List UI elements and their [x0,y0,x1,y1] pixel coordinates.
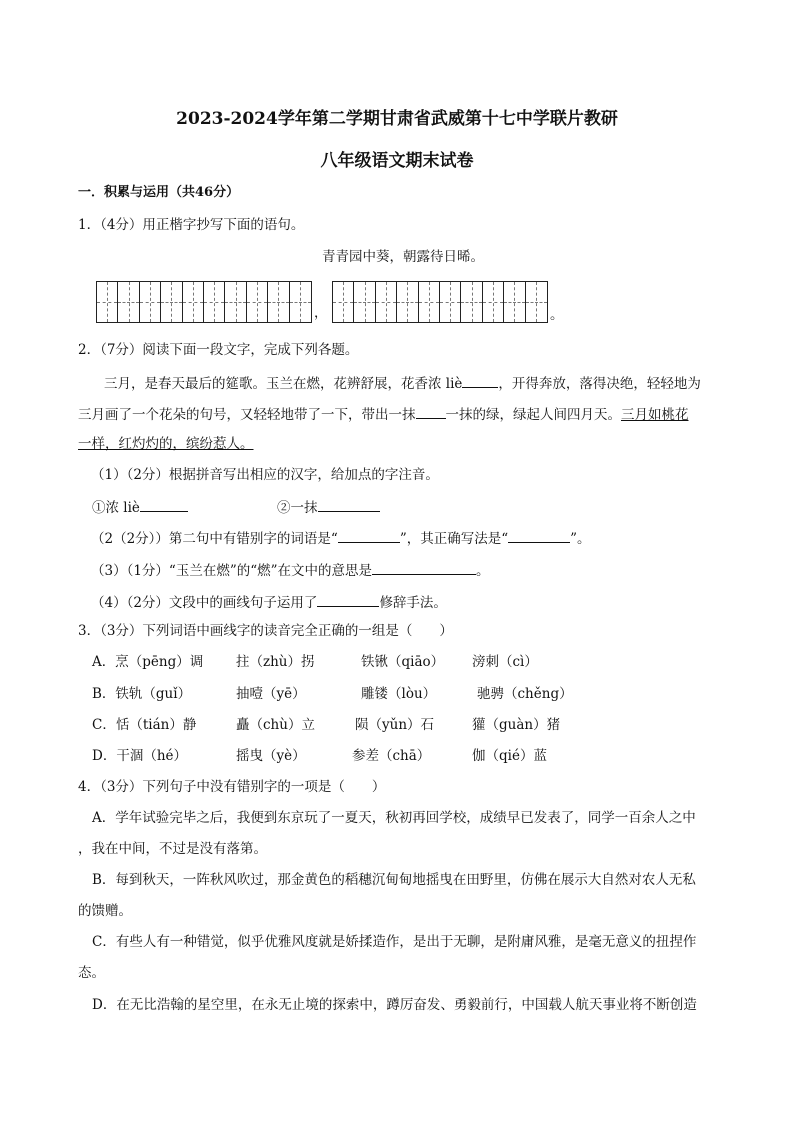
underlined-sentence-cont: 一样，红灼灼的，缤纷惹人。 [78,436,254,452]
answer-blank[interactable] [416,404,446,419]
passage-text: 三月，是春天最后的筵歌。玉兰在燃，花辨舒展，花香浓 liè [104,376,463,392]
grid-cell [419,282,440,322]
grid-comma: ， [314,305,328,321]
sub2-text: （2（2分））第二句中有错别字的词语是“ [91,531,338,547]
sub2-text: ”。 [570,531,591,547]
item-label: ②一抹 [277,500,318,516]
q3-option-a-2: 拄（zhù）拐 [236,654,315,670]
sub4-text: 修辞手法。 [379,595,447,611]
q2-sub1: （1）（2分）根据拼音写出相应的汉字，给加点的字注音。 [91,467,439,483]
q2-sub3 [91,560,490,580]
exam-title-line1: 2023-2024学年第二学期甘肃省武威第十七中学联片教研 [176,109,618,129]
q3-option-d-1[interactable]: D．干涸（hé） [92,748,188,764]
q2-sub1-item2 [277,497,380,517]
answer-blank[interactable] [462,373,498,388]
q1-sentence: 青青园中葵，朝露待日晞。 [322,249,484,265]
grid-cell [461,282,482,322]
q2-sub2 [91,528,591,548]
q3-option-a-1[interactable]: A．烹（pēng）调 [92,654,204,670]
q2-sub4 [91,592,447,612]
q4-option-a-cont: ，我在中间，不过是没有落第。 [78,841,267,857]
q2-passage-line2 [78,404,689,424]
grid-cell [290,282,311,322]
grid-cell [440,282,461,322]
grid-period: 。 [550,307,564,323]
q3-option-d-2: 摇曳（yè） [236,748,306,764]
q2-stem: 2．（7分）阅读下面一段文字，完成下列各题。 [78,342,359,358]
writing-grid-left[interactable] [96,281,312,323]
grid-cell [140,282,161,322]
q2-passage-line1 [104,373,701,393]
grid-cell [333,282,354,322]
writing-grid-right[interactable] [332,281,548,323]
grid-cell [268,282,289,322]
answer-blank[interactable] [318,497,380,512]
q4-option-b-cont: 的馈赠。 [78,903,132,919]
passage-text: 三月画了一个花朵的句号，又轻轻地带了一下，带出一抹 [78,407,416,423]
section-heading: 一．积累与运用（共46分） [78,185,240,200]
q4-option-d[interactable]: D．在无比浩翰的星空里，在永无止境的探索中，蹲厉奋发、勇毅前行，中国载人航天事业将不断创造 [92,997,697,1013]
q3-option-d-3: 参差（chā） [352,748,431,764]
passage-text: 一抹的绿，绿起人间四月天。 [445,407,621,423]
answer-blank[interactable] [508,528,570,543]
grid-cell [354,282,375,322]
q4-option-c[interactable]: C．有些人有一种错觉，似乎优雅风度就是娇揉造作，是出于无聊，是附庸风雅，是毫无意义的扭捏作 [92,934,697,950]
sub2-text: ”，其正确写法是“ [399,531,509,547]
answer-blank[interactable] [140,497,188,512]
grid-cell [504,282,525,322]
grid-cell [161,282,182,322]
sub3-text: （3）（1分）“玉兰在燃”的“燃”在文中的意思是 [91,563,373,579]
q3-option-b-4: 驰骋（chěng） [477,686,573,702]
q4-option-a[interactable]: A．学年试验完毕之后，我便到东京玩了一夏天，秋初再回学校，成绩早已发表了，同学一百余人之中 [92,810,696,826]
answer-blank[interactable] [317,592,379,607]
q3-option-c-4: 獾（guàn）猪 [472,717,561,733]
q3-option-b-1[interactable]: B．铁轨（guǐ） [92,686,192,702]
item-label: ①浓 liè [92,500,140,516]
passage-text: ，开得奔放，落得决绝，轻轻地为 [498,376,701,392]
q1-stem: 1．（4分）用正楷字抄写下面的语句。 [78,217,305,233]
sub3-text: 。 [476,563,490,579]
q4-option-c-cont: 态。 [78,965,105,981]
grid-cell [483,282,504,322]
grid-cell [397,282,418,322]
grid-cell [183,282,204,322]
grid-cell [97,282,118,322]
answer-blank[interactable] [372,560,476,575]
q3-option-c-1[interactable]: C．恬（tián）静 [92,717,197,733]
q3-stem: 3．（3分）下列词语中画线字的读音完全正确的一组是（ ） [78,623,453,639]
q3-option-a-3: 铁锹（qiāo） [361,654,445,670]
grid-cell [526,282,547,322]
q3-option-c-2: 矗（chù）立 [236,717,315,733]
q3-option-b-2: 抽噎（yē） [236,686,306,702]
grid-cell [376,282,397,322]
q3-option-c-3: 陨（yǔn）石 [355,717,435,733]
grid-cell [225,282,246,322]
underlined-sentence: 三月如桃花 [621,407,689,423]
answer-blank[interactable] [338,528,400,543]
q2-sub1-item1 [92,497,188,517]
q3-option-a-4: 滂刺（cì） [472,654,538,670]
grid-cell [204,282,225,322]
exam-title-line2: 八年级语文期末试卷 [320,151,474,171]
q4-stem: 4．（3分）下列句子中没有错别字的一项是（ ） [78,779,386,795]
sub4-text: （4）（2分）文段中的画线句子运用了 [91,595,318,611]
q4-option-b[interactable]: B．每到秋天，一阵秋风吹过，那金黄色的稻穗沉甸甸地摇曳在田野里，仿佛在展示大自然对农人无私 [92,872,696,888]
q3-option-b-3: 雕镂（lòu） [361,686,437,702]
q3-option-d-4: 伽（qié）蓝 [472,748,547,764]
grid-cell [118,282,139,322]
grid-cell [247,282,268,322]
